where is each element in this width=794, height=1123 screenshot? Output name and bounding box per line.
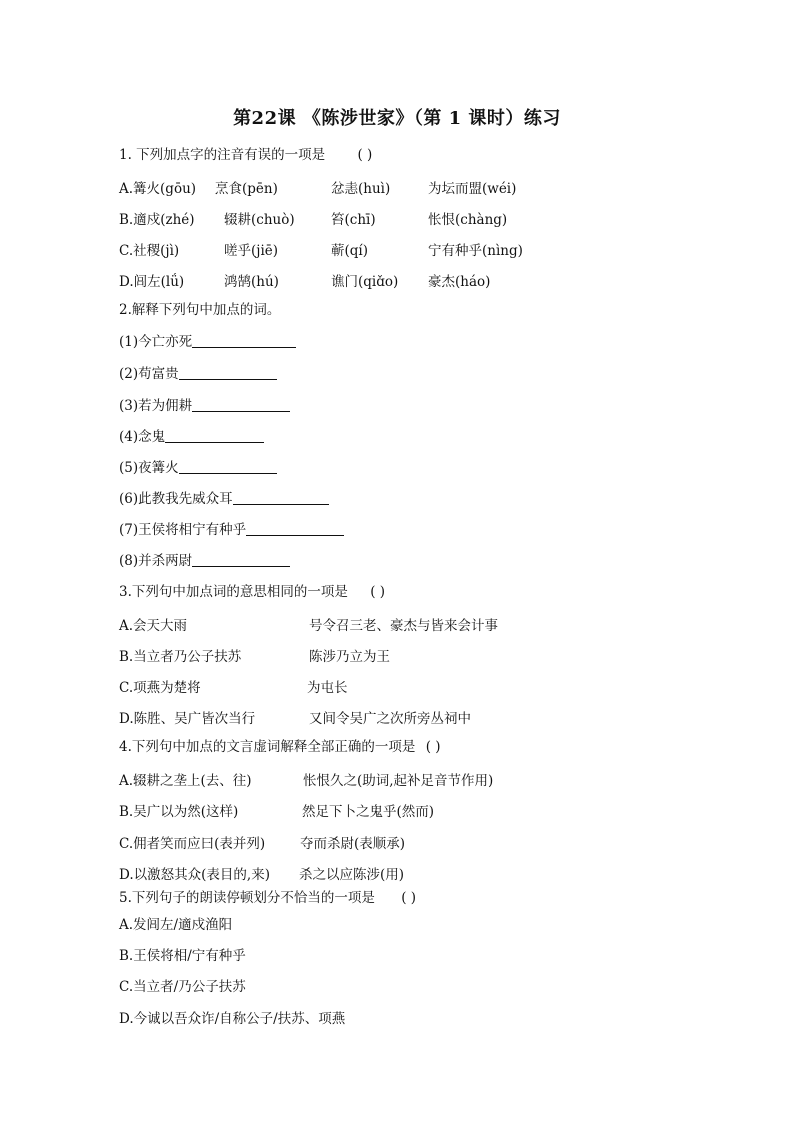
- question-4: [119, 738, 441, 756]
- q5-option: A.发闾左/適戍渔阳: [119, 917, 233, 933]
- answer-blank[interactable]: [192, 397, 290, 412]
- question-5: [119, 889, 416, 907]
- answer-blank[interactable]: [246, 521, 344, 536]
- q2-item-text: (5)夜篝火: [119, 460, 179, 476]
- q3-option-item: D.陈胜、吴广皆次当行: [119, 711, 256, 727]
- q1-option-item: 笞(chī): [331, 212, 376, 228]
- q2-item-text: (2)苟富贵: [119, 366, 179, 382]
- answer-blank[interactable]: [179, 365, 277, 380]
- q5-option: C.当立者/乃公子扶苏: [119, 979, 246, 995]
- q1-option-item: 蕲(qí): [331, 243, 368, 259]
- q2-item-text: (7)王侯将相宁有种乎: [119, 522, 247, 538]
- q2-item-text: (6)此教我先威众耳: [119, 491, 233, 507]
- q2-item: [119, 428, 264, 446]
- q4-option-item: D.以激怒其众(表目的,来): [119, 867, 270, 883]
- q2-item: [119, 459, 277, 477]
- q3-option-item: 又间令吴广之次所旁丛祠中: [309, 711, 471, 727]
- question-1: [119, 146, 372, 164]
- q4-option-item: 杀之以应陈涉(用): [299, 867, 405, 883]
- q2-item-text: (1)今亡亦死: [119, 334, 193, 350]
- q2-item-text: (8)并杀两尉: [119, 553, 193, 569]
- page-title: 第22课 《陈涉世家》（第 1 课时）练习: [233, 108, 561, 129]
- q1-option-item: 谯门(qiɑ̌o): [331, 274, 399, 290]
- q1-option-item: 为坛而盟(wéi): [428, 181, 517, 197]
- q2-item: [119, 365, 277, 383]
- q1-option-item: 忿恚(huì): [331, 181, 391, 197]
- q1-option-item: C.社稷(jì): [119, 243, 180, 259]
- answer-blank[interactable]: [233, 490, 329, 505]
- q2-item: [119, 333, 296, 351]
- question-1-stem: 1. 下列加点字的注音有误的一项是: [119, 147, 326, 163]
- question-3: [119, 583, 385, 601]
- q4-option-item: A.辍耕之垄上(去、往): [119, 773, 252, 789]
- q4-option-item: 然足下卜之鬼乎(然而): [302, 804, 435, 820]
- question-2-stem: 2.解释下列句中加点的词。: [119, 302, 281, 318]
- q3-option-item: 为屯长: [307, 680, 348, 696]
- q3-option-item: 号令召三老、豪杰与皆来会计事: [309, 618, 498, 634]
- q1-option-item: 宁有种乎(nìng): [428, 243, 523, 259]
- q1-option-item: B.適戍(zhé): [119, 212, 195, 228]
- q5-option: B.王侯将相/宁有种乎: [119, 948, 246, 964]
- q3-option-item: A.会天大雨: [119, 618, 188, 634]
- q2-item: [119, 397, 290, 415]
- q2-item-text: (4)念鬼: [119, 429, 166, 445]
- q4-option-item: B.吴广以为然(这样): [119, 804, 239, 820]
- q4-option-item: 怅恨久之(助词,起补足音节作用): [303, 773, 494, 789]
- q1-option-item: 辍耕(chuò): [224, 212, 295, 228]
- answer-paren: ( ): [357, 147, 373, 163]
- q3-option-item: C.项燕为楚将: [119, 680, 201, 696]
- q2-item: [119, 490, 329, 508]
- q2-item: [119, 521, 344, 539]
- q1-option-item: 嗟乎(jiē): [224, 243, 279, 259]
- q1-option-item: 怅恨(chàng): [428, 212, 508, 228]
- answer-paren: ( ): [370, 584, 386, 600]
- q1-option-item: A.篝火(gōu): [119, 181, 197, 197]
- answer-paren: ( ): [401, 890, 417, 906]
- q2-item-text: (3)若为佣耕: [119, 398, 193, 414]
- q3-option-item: B.当立者乃公子扶苏: [119, 649, 242, 665]
- answer-blank[interactable]: [192, 552, 290, 567]
- question-5-stem: 5.下列句子的朗读停顿划分不恰当的一项是: [119, 890, 375, 906]
- answer-blank[interactable]: [179, 459, 277, 474]
- q3-option-item: 陈涉乃立为王: [309, 649, 390, 665]
- answer-blank[interactable]: [192, 333, 296, 348]
- q5-option: D.今诚以吾众诈/自称公子/扶苏、项燕: [119, 1011, 346, 1027]
- answer-paren: ( ): [425, 739, 441, 755]
- q2-item: [119, 552, 290, 570]
- q1-option-item: 鸿鹄(hú): [224, 274, 279, 290]
- q4-option-item: C.佣者笑而应曰(表并列): [119, 836, 266, 852]
- q1-option-item: 豪杰(háo): [428, 274, 491, 290]
- question-3-stem: 3.下列句中加点词的意思相同的一项是: [119, 584, 348, 600]
- q1-option-item: D.闾左(lǘ): [119, 274, 185, 290]
- q1-option-item: 烹食(pēn): [215, 181, 278, 197]
- answer-blank[interactable]: [165, 428, 264, 443]
- question-4-stem: 4.下列句中加点的文言虚词解释全部正确的一项是: [119, 739, 416, 755]
- q4-option-item: 夺而杀尉(表顺承): [300, 836, 406, 852]
